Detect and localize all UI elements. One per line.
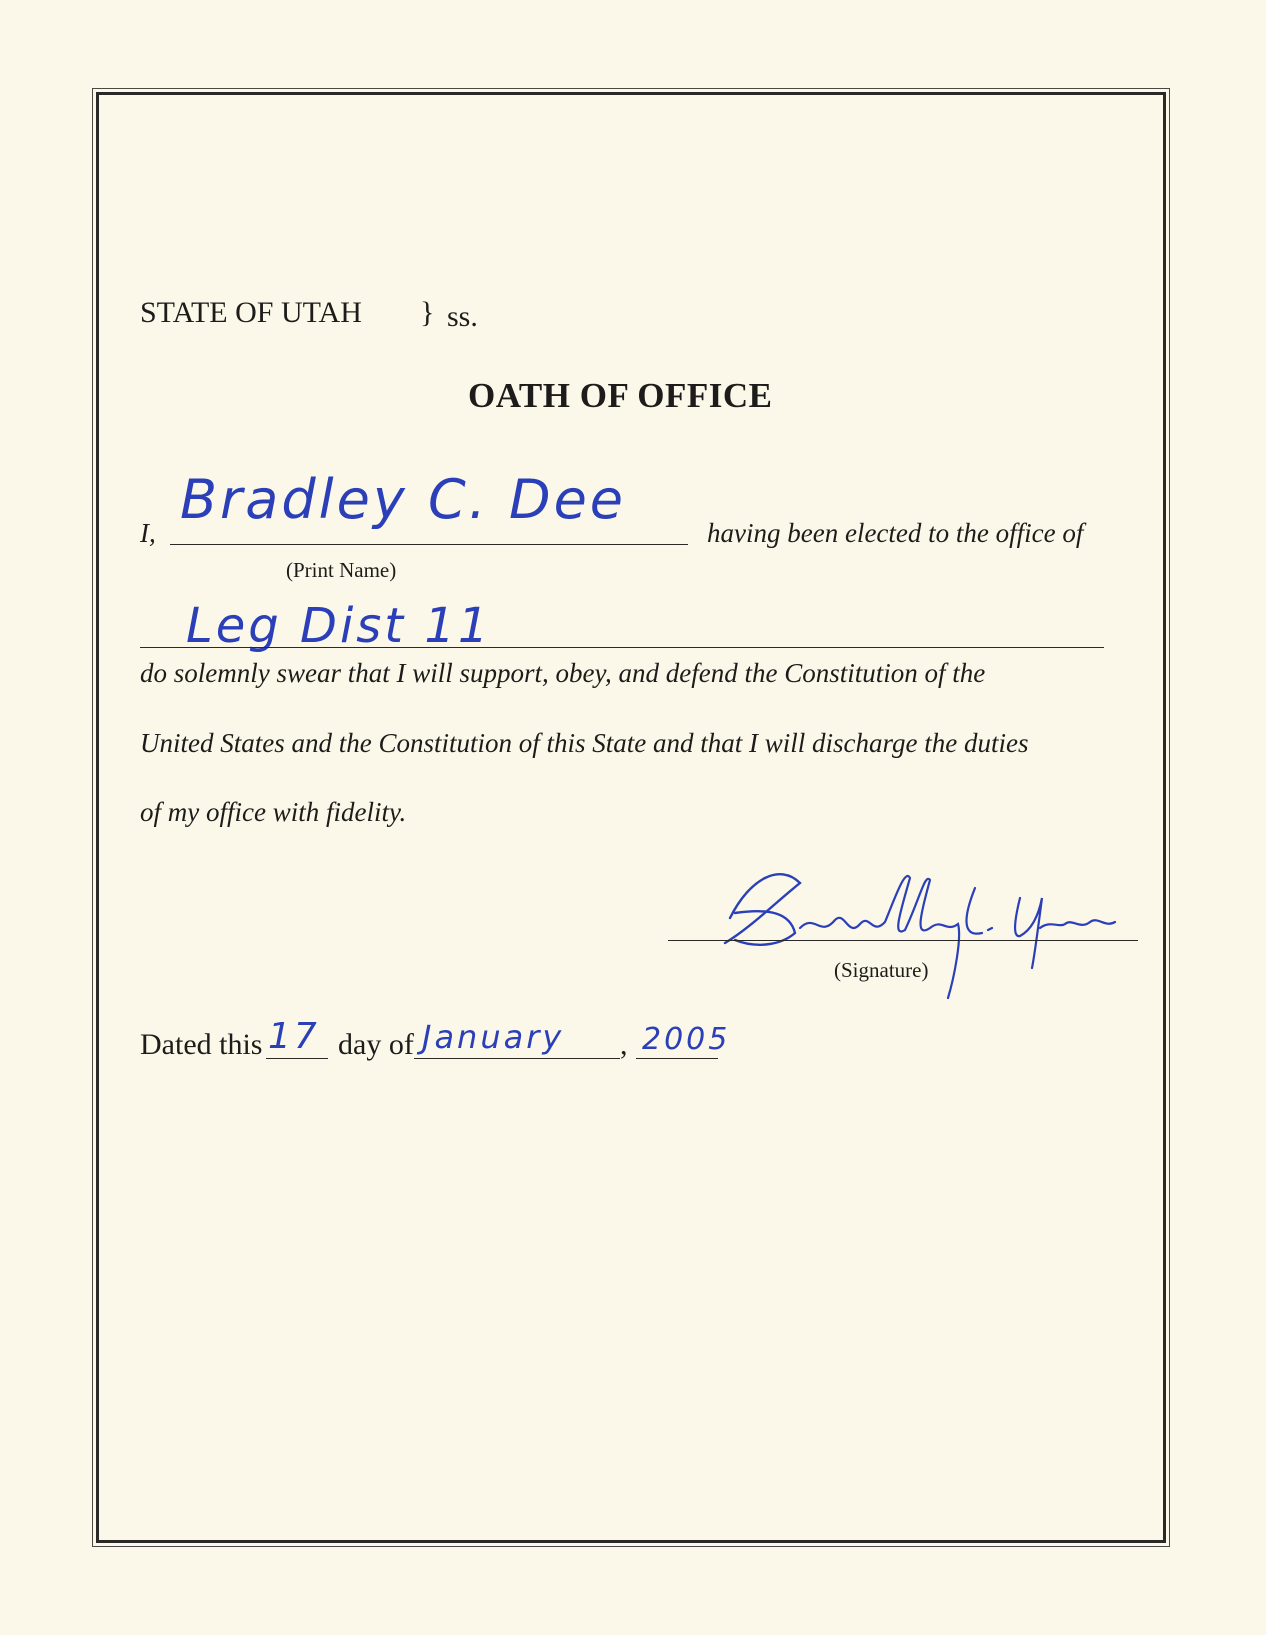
oath-text-line-3: of my office with fidelity. bbox=[140, 797, 407, 827]
brace-symbol: } bbox=[420, 296, 435, 329]
year-line bbox=[636, 1058, 718, 1059]
oath-text-line-2: United States and the Constitution of this State and that I will discharge the duties bbox=[140, 728, 1029, 758]
handwritten-month: January bbox=[422, 1018, 565, 1056]
name-line bbox=[170, 544, 688, 545]
signature-image bbox=[720, 858, 1160, 1008]
office-line bbox=[140, 647, 1104, 648]
month-line bbox=[414, 1058, 620, 1059]
dated-middle: day of bbox=[338, 1028, 414, 1061]
day-line bbox=[266, 1058, 328, 1059]
handwritten-year: 2005 bbox=[642, 1022, 731, 1057]
state-label: STATE OF UTAH bbox=[140, 296, 362, 329]
signature-caption: (Signature) bbox=[834, 958, 929, 982]
document-title: OATH OF OFFICE bbox=[468, 376, 773, 415]
ss-label: ss. bbox=[447, 300, 478, 333]
handwritten-day: 17 bbox=[268, 1016, 320, 1057]
print-name-caption: (Print Name) bbox=[286, 558, 397, 582]
oath-text-line-1: do solemnly swear that I will support, obey, and defend the Constitution of the bbox=[140, 658, 986, 688]
signature-line bbox=[668, 940, 1138, 941]
handwritten-office: Leg Dist 11 bbox=[186, 598, 492, 654]
handwritten-name: Bradley C. Dee bbox=[180, 468, 627, 531]
elected-text: having been elected to the office of bbox=[707, 518, 1084, 548]
dated-prefix: Dated this bbox=[140, 1028, 263, 1061]
pronoun-label: I, bbox=[140, 518, 156, 548]
dated-comma: , bbox=[620, 1028, 628, 1061]
